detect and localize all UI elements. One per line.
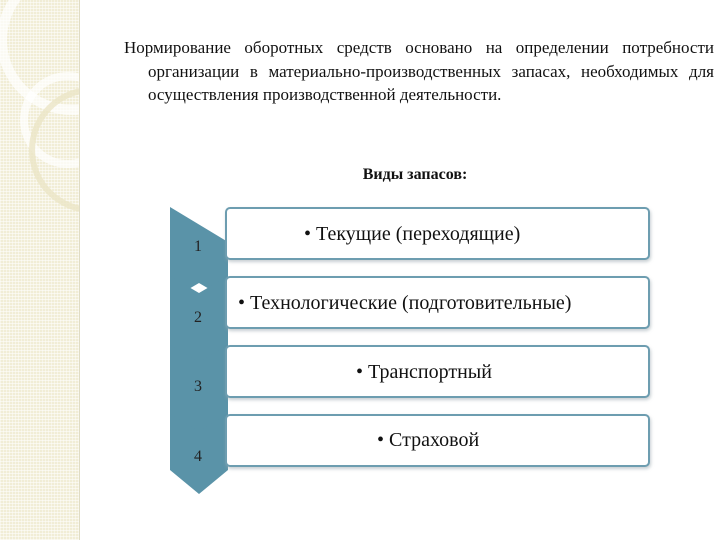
step-1-number: 1 (194, 238, 202, 255)
intro-paragraph: Нормирование оборотных средств основано на определении потребности организации в материально-производственных запасах, необходимых для осуществления производственной деятельности. (124, 38, 714, 104)
step-4-number: 4 (194, 448, 202, 465)
step-2-label: • Технологические (подготовительные) (238, 292, 572, 314)
section-heading: Виды запасов: (362, 166, 468, 183)
step-1-label: • Текущие (переходящие) (304, 223, 521, 245)
step-3-number: 3 (194, 378, 202, 395)
step-4-label: • Страховой (377, 429, 480, 451)
step-3-label: • Транспортный (356, 361, 492, 383)
step-2-number: 2 (194, 309, 202, 326)
